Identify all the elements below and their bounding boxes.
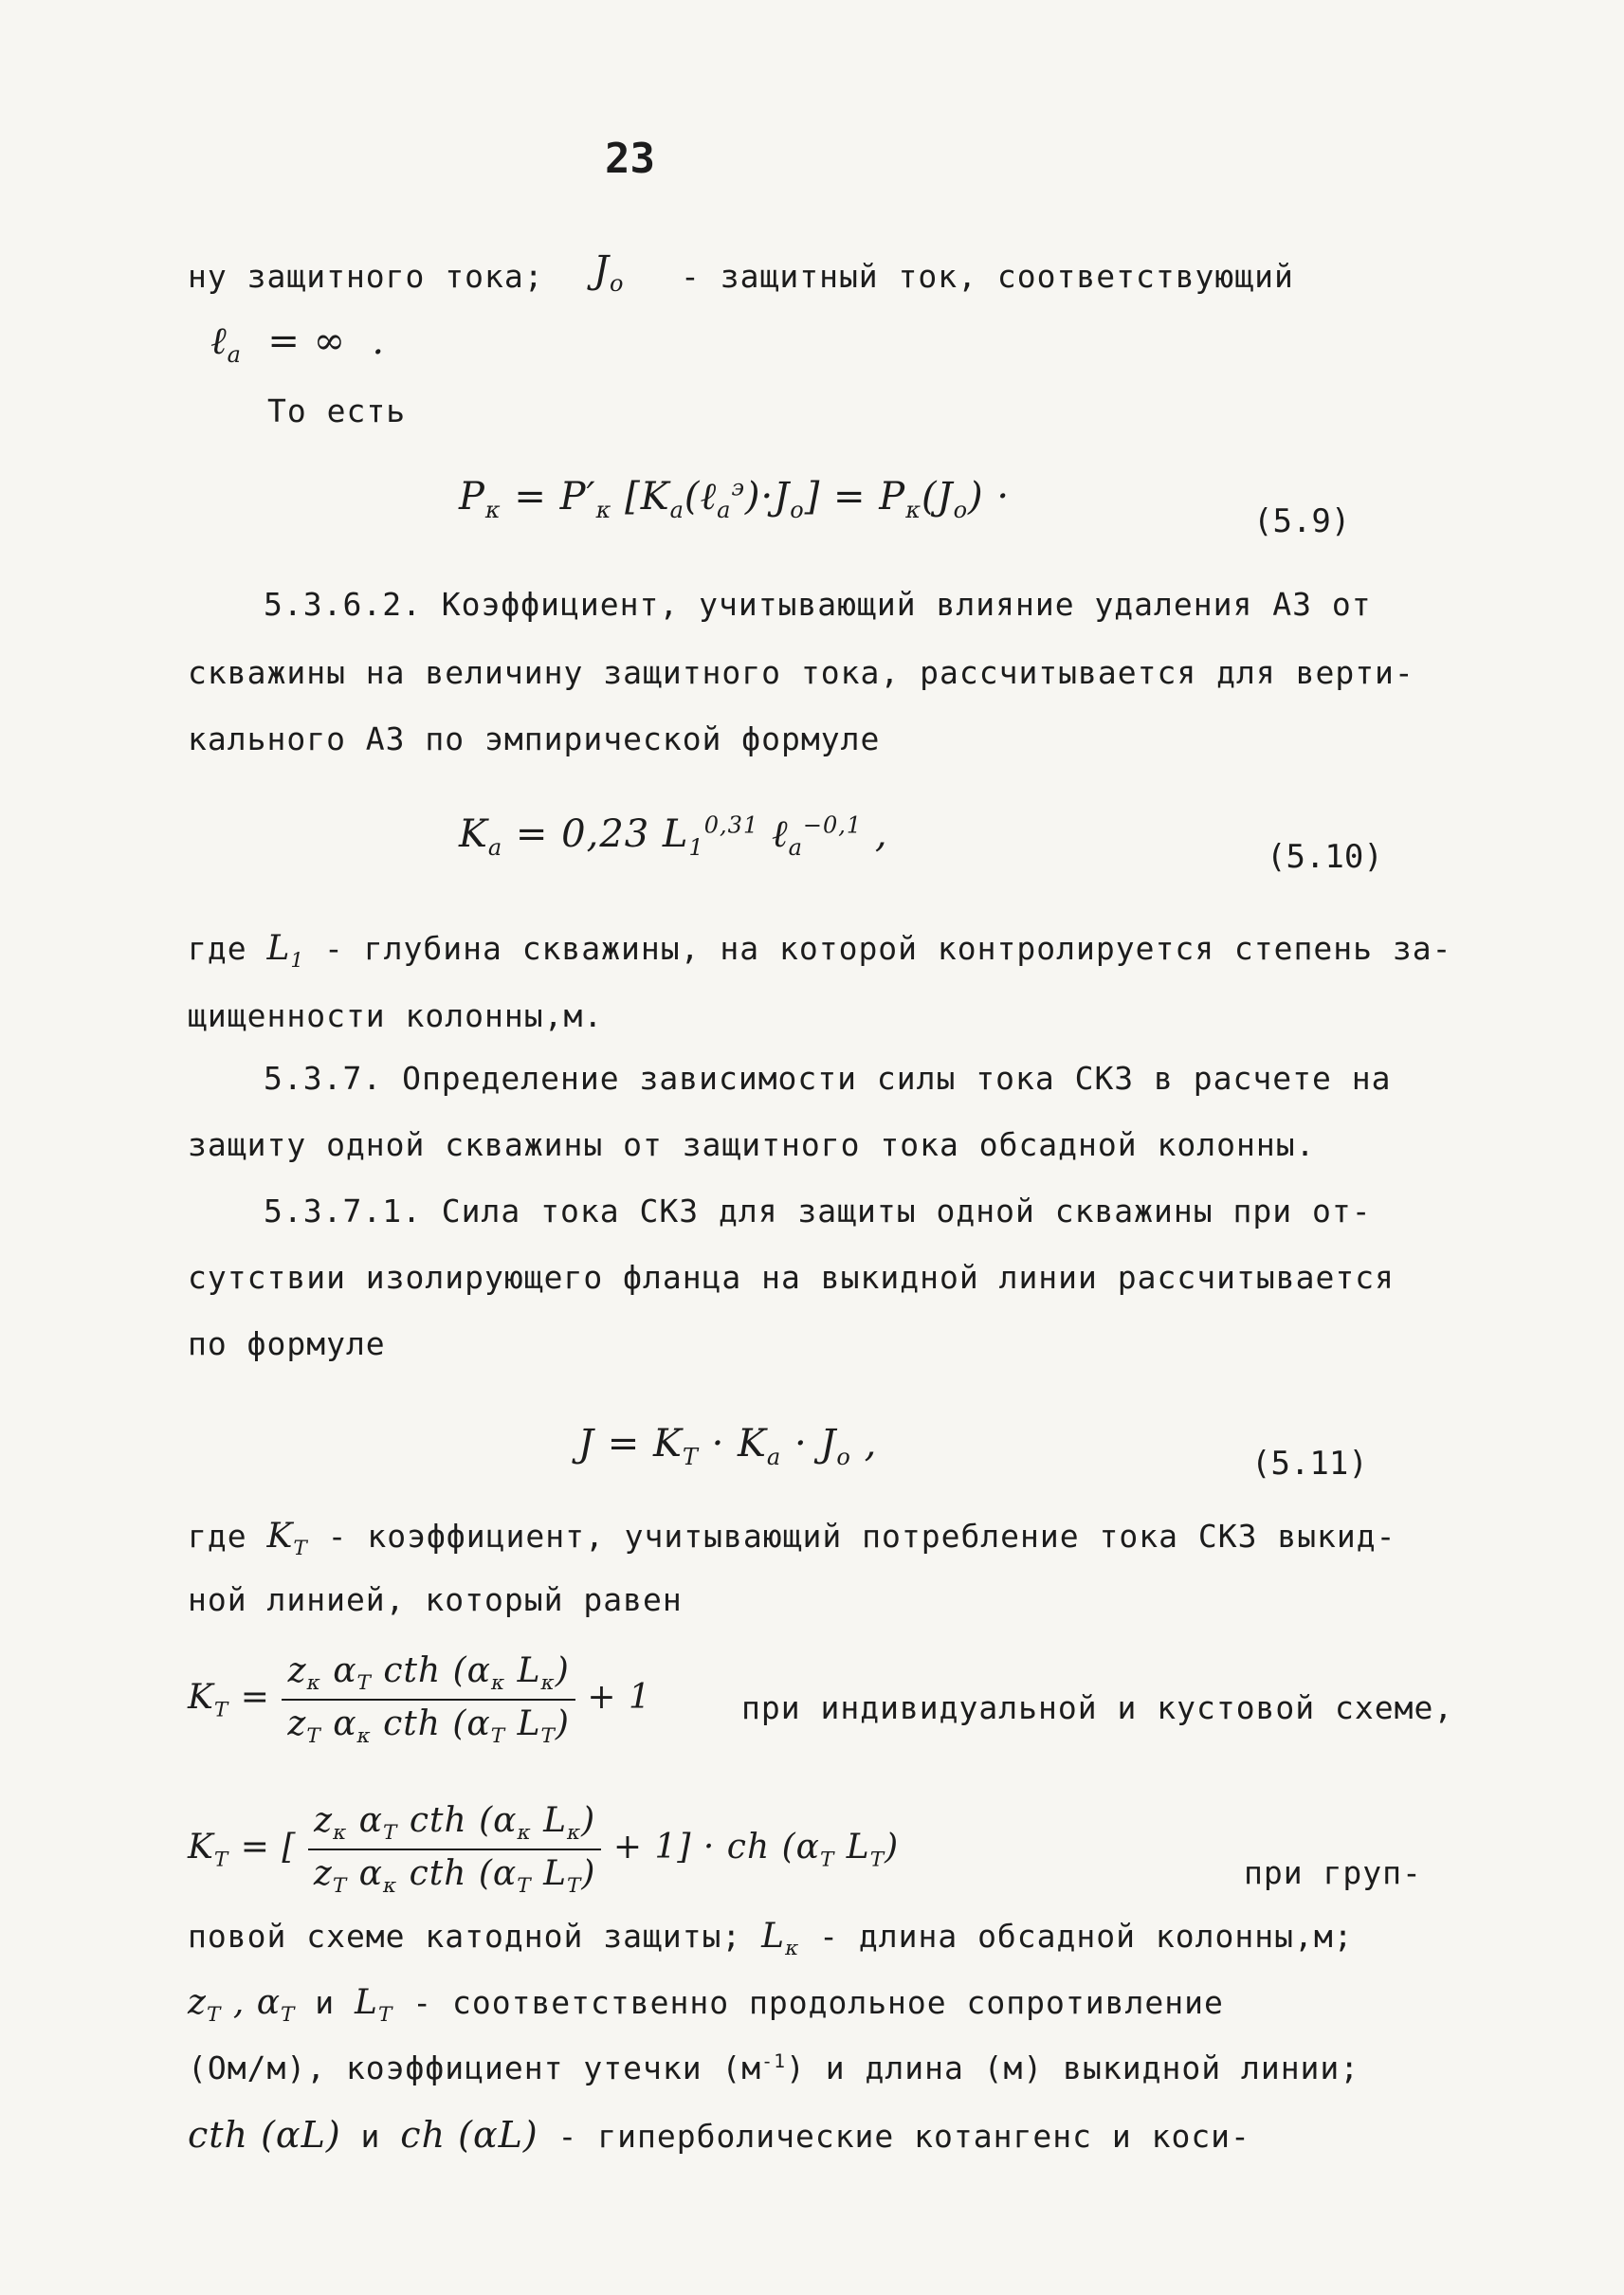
equation-number: (5.11) bbox=[1251, 1445, 1368, 1483]
math-symbol-lt: $L_T$ bbox=[355, 1983, 393, 2028]
text-line bbox=[188, 258, 544, 295]
math-cth: cth (αL) bbox=[188, 2114, 341, 2156]
math-symbol-kt: $K_T$ bbox=[266, 1517, 308, 1561]
fraction: $\frac{z_\kappa \alpha_T cth (\alpha_\kappa L_\kappa)}{z_T \alpha_\kappa cth (\alpha_T L_T)}$ bbox=[282, 1651, 575, 1748]
text-line: cth (αL) и ch (αL) - гиперболические котангенс и коси- bbox=[188, 2114, 1250, 2156]
text-fragment: (Ом/м), коэффициент утечки ( bbox=[188, 2049, 742, 2086]
equation-5-9: $P_\kappa = P'_\kappa$ $[K_a(\ell_a^э)\cdot J_o] = P_\kappa(J_o)$ · bbox=[459, 474, 1011, 523]
text-line: 5.3.7. Определение зависимости силы тока СКЗ в расчете на bbox=[264, 1060, 1392, 1097]
equation-number: (5.10) bbox=[1267, 838, 1383, 876]
text-fragment: ну защитного тока; bbox=[188, 258, 544, 295]
text-line: 5.3.6.2. Коэффициент, учитывающий влияние удаления АЗ от bbox=[264, 586, 1372, 623]
math-symbol-l1: $L_1$ bbox=[266, 929, 305, 974]
math-unit-inverse-meter: $м^{-1}$ bbox=[741, 2049, 786, 2086]
text-line: сутствии изолирующего фланца на выкидной линии рассчитывается bbox=[188, 1259, 1395, 1296]
text-fragment: ) и длина (м) выкидной линии; bbox=[786, 2049, 1360, 2086]
math-symbols-zt-at: $z_T$ , $\alpha_T$ bbox=[188, 1983, 296, 2028]
text-fragment: - длина обсадной колонны,м; bbox=[819, 1918, 1354, 1955]
equation-number: (5.9) bbox=[1253, 502, 1351, 540]
text-line: скважины на величину защитного тока, рассчитывается для верти- bbox=[188, 654, 1414, 691]
text-line bbox=[188, 929, 1451, 973]
text-line: при груп- bbox=[1244, 1854, 1422, 1891]
text-line: ной линией, который равен bbox=[188, 1581, 683, 1618]
math-la-infinity: ℓ$_a$ = ∞ . bbox=[210, 319, 386, 368]
text-line: $z_T$ , $\alpha_T$ и $L_T$ - соответственно продольное сопротивление bbox=[188, 1983, 1224, 2028]
text-line: кального АЗ по эмпирической формуле bbox=[188, 720, 881, 757]
text-fragment: - защитный ток, соответствующий bbox=[681, 258, 1294, 295]
text-fragment: - соответственно продольное сопротивление bbox=[412, 1984, 1224, 2021]
text-line: 5.3.7.1. Сила тока СКЗ для защиты одной скважины при от- bbox=[264, 1193, 1372, 1229]
text-fragment: где bbox=[188, 930, 247, 967]
text-line bbox=[188, 1517, 1396, 1560]
text-fragment: где bbox=[188, 1518, 247, 1555]
page-number: 23 bbox=[605, 135, 655, 183]
equation-kt-group: $K_T$ = [ $\frac{z_\kappa \alpha_T cth (\alpha_\kappa L_\kappa)}{z_T \alpha_\kappa cth (\alpha_T L_T)}$ + 1] · ch ($\alpha_T$ $L_T$) bbox=[188, 1801, 900, 1899]
math-symbol-j0: $J_o$ bbox=[593, 248, 625, 297]
text-line: щищенности колонны,м. bbox=[188, 997, 604, 1034]
text-line: защиту одной скважины от защитного тока обсадной колонны. bbox=[188, 1126, 1316, 1163]
text-fragment: - гиперболические котангенс и коси- bbox=[557, 2118, 1250, 2155]
equation-5-10: $K_a = 0,23$ $L_1^{0,31}$ ℓ$_a^{-0,1}$ , bbox=[459, 811, 888, 861]
text-line: при индивидуальной и кустовой схеме, bbox=[741, 1689, 1454, 1726]
fraction: $\frac{z_\kappa \alpha_T cth (\alpha_\kappa L_\kappa)}{z_T \alpha_\kappa cth (\alpha_T L_T)}$ bbox=[308, 1801, 602, 1898]
equation-5-11: $J = K_T \cdot K_a \cdot J_o$ , bbox=[578, 1422, 878, 1470]
text-fragment: повой схеме катодной защиты; bbox=[188, 1918, 742, 1955]
text-line bbox=[681, 258, 1294, 295]
math-symbol-lk: $L_\kappa$ bbox=[761, 1917, 800, 1961]
math-ch: ch (αL) bbox=[400, 2114, 538, 2156]
text-line bbox=[188, 1917, 1354, 1960]
text-line: по формуле bbox=[188, 1325, 386, 1362]
equation-kt-individual: $K_T$ = $\frac{z_\kappa \alpha_T cth (\alpha_\kappa L_\kappa)}{z_T \alpha_\kappa cth (\alpha_T L_T)}$ + 1 bbox=[188, 1651, 651, 1749]
text-line: То есть bbox=[267, 392, 407, 429]
text-fragment: - глубина скважины, на которой контролируется степень за- bbox=[324, 930, 1452, 967]
text-line bbox=[188, 2049, 1359, 2086]
text-fragment: - коэффициент, учитывающий потребление тока СКЗ выкид- bbox=[327, 1518, 1396, 1555]
